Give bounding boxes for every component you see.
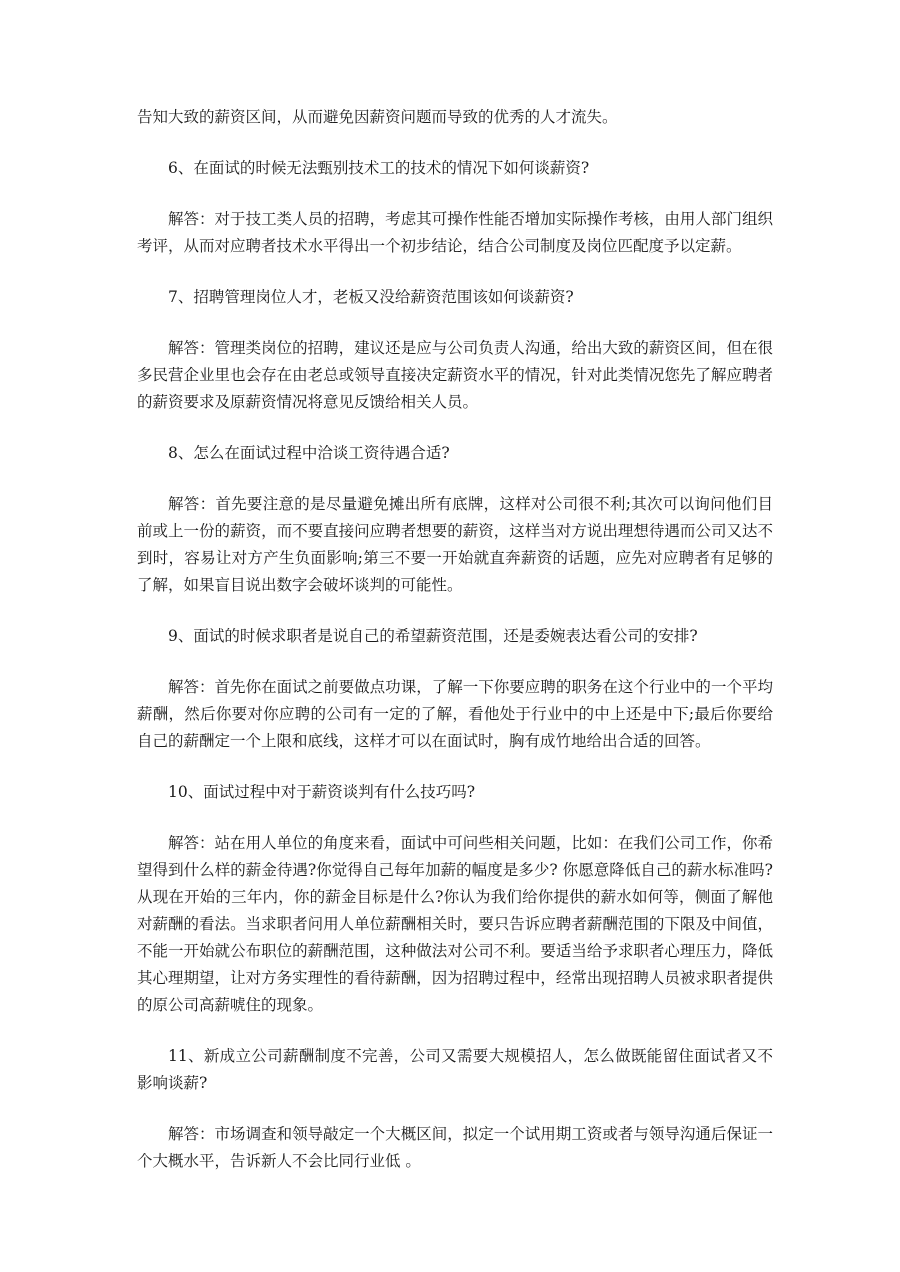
answer-7: 解答：管理类岗位的招聘，建议还是应与公司负责人沟通，给出大致的薪资区间，但在很多民营企业里也会存在由老总或领导直接决定薪资水平的情况，针对此类情况您先了解应聘者的薪资要求及原薪资情况将意见反馈给相关人员。 [137, 339, 773, 411]
answer-continuation: 告知大致的薪资区间，从而避免因薪资问题而导致的优秀的人才流失。 [137, 108, 618, 126]
answer-10: 解答：站在用人单位的角度来看，面试中可问些相关问题，比如：在我们公司工作，你希望得到什么样的薪金待遇?你觉得自己每年加薪的幅度是多少? 你愿意降低自己的薪水标准吗?从现在开始的三年内，你的薪金目标是什么?你认为我们给你提供的薪水如何等，侧面了解他对薪酬的看法。当求职者问用人单位薪酬相关时，要只告诉应聘者薪酬范围的下限及中间值，不能一开始就公布职位的薪酬范围，这种做法对公司不利。要适当给予求职者心理压力，降低其心理期望，让对方务实理性的看待薪酬，因为招聘过程中，经常出现招聘人员被求职者提供的原公司高薪唬住的现象。 [137, 834, 773, 1014]
question-10: 10、面试过程中对于薪资谈判有什么技巧吗? [168, 783, 476, 801]
answer-11: 解答：市场调查和领导敲定一个大概区间，拟定一个试用期工资或者与领导沟通后保证一个大概水平，告诉新人不会比同行业低 。 [137, 1125, 773, 1170]
question-9: 9、面试的时候求职者是说自己的希望薪资范围，还是委婉表达看公司的安排? [168, 627, 698, 645]
answer-6: 解答：对于技工类人员的招聘，考虑其可操作性能否增加实际操作考核，由用人部门组织考评，从而对应聘者技术水平得出一个初步结论，结合公司制度及岗位匹配度予以定薪。 [137, 210, 773, 255]
document-body [137, 104, 773, 1175]
question-8: 8、怎么在面试过程中洽谈工资待遇合适? [168, 444, 450, 462]
question-7: 7、招聘管理岗位人才，老板又没给薪资范围该如何谈薪资? [168, 288, 574, 306]
answer-8: 解答：首先要注意的是尽量避免摊出所有底牌，这样对公司很不利;其次可以询问他们目前或上一份的薪资，而不要直接问应聘者想要的薪资，这样当对方说出理想待遇而公司又达不到时，容易让对方产生负面影响;第三不要一开始就直奔薪资的话题，应先对应聘者有足够的了解，如果盲目说出数字会破坏谈判的可能性。 [137, 495, 773, 594]
answer-9: 解答：首先你在面试之前要做点功课，了解一下你要应聘的职务在这个行业中的一个平均薪酬，然后你要对你应聘的公司有一定的了解，看他处于行业中的中上还是中下;最后你要给自己的薪酬定一个上限和底线，这样才可以在面试时，胸有成竹地给出合适的回答。 [137, 678, 773, 750]
question-11: 11、新成立公司薪酬制度不完善，公司又需要大规模招人，怎么做既能留住面试者又不影响谈薪? [137, 1047, 773, 1092]
question-6: 6、在面试的时候无法甄别技术工的技术的情况下如何谈薪资? [168, 159, 590, 177]
